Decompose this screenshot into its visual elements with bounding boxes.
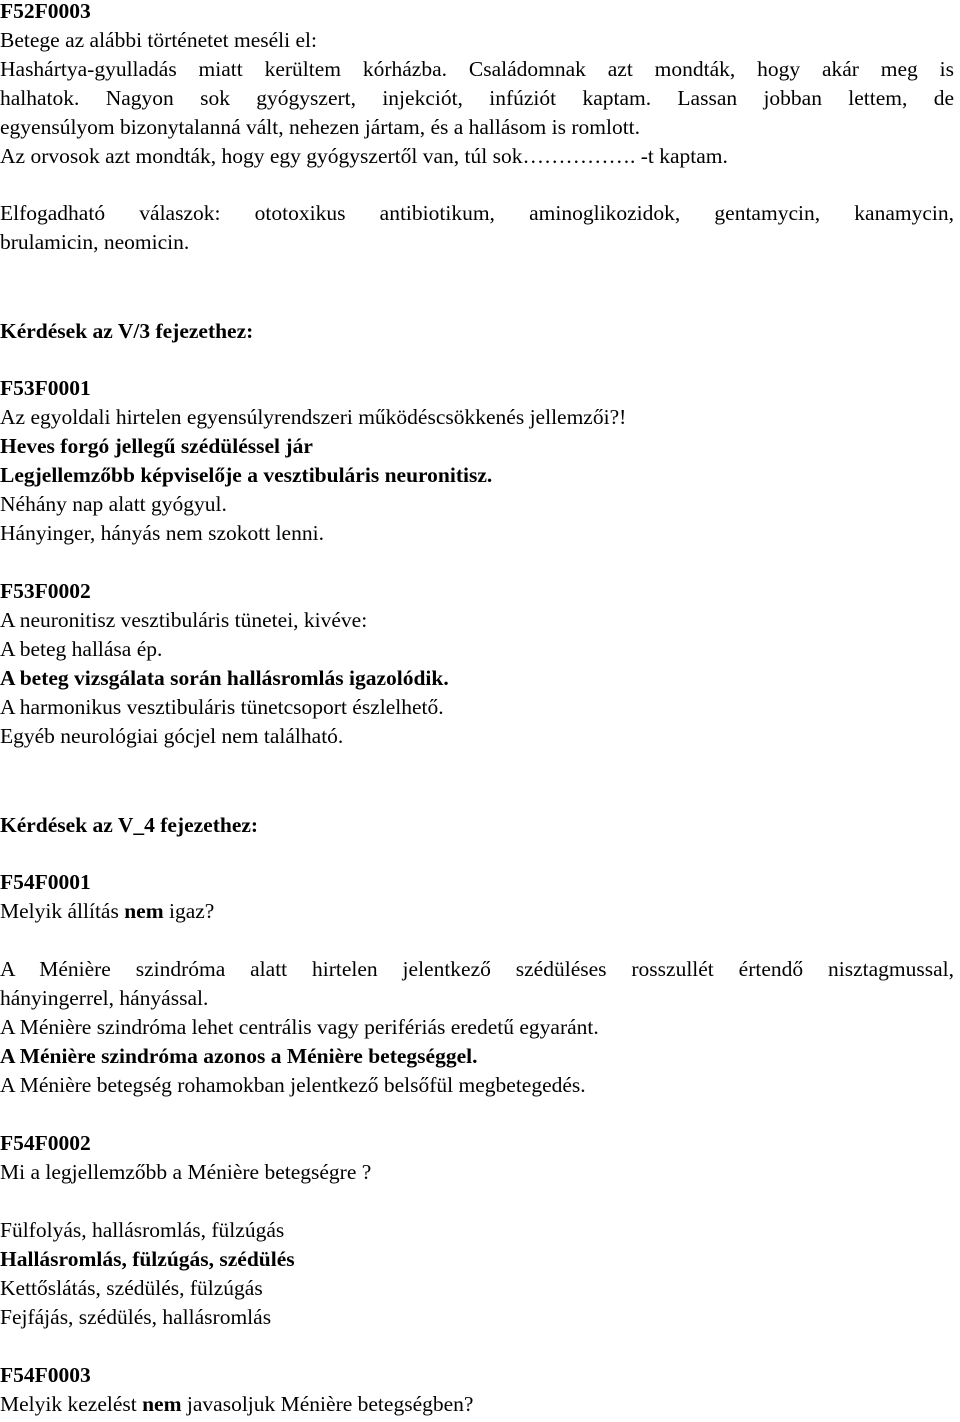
answer-option: Fejfájás, szédülés, hallásromlás: [0, 1305, 272, 1329]
chapter-heading: Kérdések az V_4 fejezethez:: [0, 813, 259, 837]
question-text: Mi a legjellemzőbb a Ménière betegségre ?: [0, 1160, 372, 1184]
answer-option: A Ménière betegség rohamokban jelentkező belsőfül megbetegedés.: [0, 1073, 586, 1097]
accepted-answers: Elfogadható válaszok: ototoxikus antibiotikum, aminoglikozidok, gentamycin, kanamycin,: [0, 201, 954, 225]
answer-option: A harmonikus vesztibuláris tünetcsoport észlelhető.: [0, 695, 444, 719]
answer-option: Fülfolyás, hallásromlás, fülzúgás: [0, 1218, 285, 1242]
accepted-answers: brulamicin, neomicin.: [0, 230, 190, 254]
answer-option: Kettőslátás, szédülés, fülzúgás: [0, 1276, 263, 1300]
answer-option-correct: Legjellemzőbb képviselője a vesztibuláris neuronitisz.: [0, 463, 493, 487]
answer-option-correct: A beteg vizsgálata során hallásromlás igazolódik.: [0, 666, 449, 690]
story-line: halhatok. Nagyon sok gyógyszert, injekciót, infúziót kaptam. Lassan jobban lettem, de: [0, 86, 954, 110]
story-line: Hashártya-gyulladás miatt kerültem kórházba. Családomnak azt mondták, hogy akár meg is: [0, 57, 954, 81]
answer-option: Egyéb neurológiai gócjel nem található.: [0, 724, 344, 748]
story-line: egyensúlyom bizonytalanná vált, nehezen jártam, és a hallásom is romlott.: [0, 115, 641, 139]
chapter-heading: Kérdések az V/3 fejezethez:: [0, 319, 254, 343]
question-emphasis: nem: [124, 899, 164, 923]
answer-option: A Ménière szindróma alatt hirtelen jelentkező szédüléses rosszullét értendő nisztagmussal,: [0, 957, 954, 981]
question-intro: Betege az alábbi történetet meséli el:: [0, 28, 317, 52]
question-code: F53F0001: [0, 376, 91, 400]
answer-option: hányingerrel, hányással.: [0, 986, 209, 1010]
answer-option: A Ménière szindróma lehet centrális vagy perifériás eredetű egyaránt.: [0, 1015, 599, 1039]
question-text: Melyik állítás nem igaz?: [0, 899, 215, 923]
answer-option: Néhány nap alatt gyógyul.: [0, 492, 227, 516]
answer-option: A beteg hallása ép.: [0, 637, 163, 661]
question-code: F53F0002: [0, 579, 91, 603]
answer-option-correct: Heves forgó jellegű szédüléssel jár: [0, 434, 313, 458]
answer-option: Hányinger, hányás nem szokott lenni.: [0, 521, 324, 545]
question-code: F54F0003: [0, 1363, 91, 1387]
answer-option-correct: Hallásromlás, fülzúgás, szédülés: [0, 1247, 295, 1271]
question-text: A neuronitisz vesztibuláris tünetei, kivéve:: [0, 608, 368, 632]
question-text: Melyik kezelést nem javasoljuk Ménière betegségben?: [0, 1392, 474, 1416]
question-emphasis: nem: [142, 1392, 182, 1416]
question-text: Az egyoldali hirtelen egyensúlyrendszeri működéscsökkenés jellemzői?!: [0, 405, 627, 429]
story-line: Az orvosok azt mondták, hogy egy gyógyszertől van, túl sok……………. -t kaptam.: [0, 144, 728, 168]
question-code: F54F0001: [0, 870, 91, 894]
answer-option-correct: A Ménière szindróma azonos a Ménière betegséggel.: [0, 1044, 478, 1068]
question-code: F54F0002: [0, 1131, 91, 1155]
question-code: F52F0003: [0, 0, 91, 23]
